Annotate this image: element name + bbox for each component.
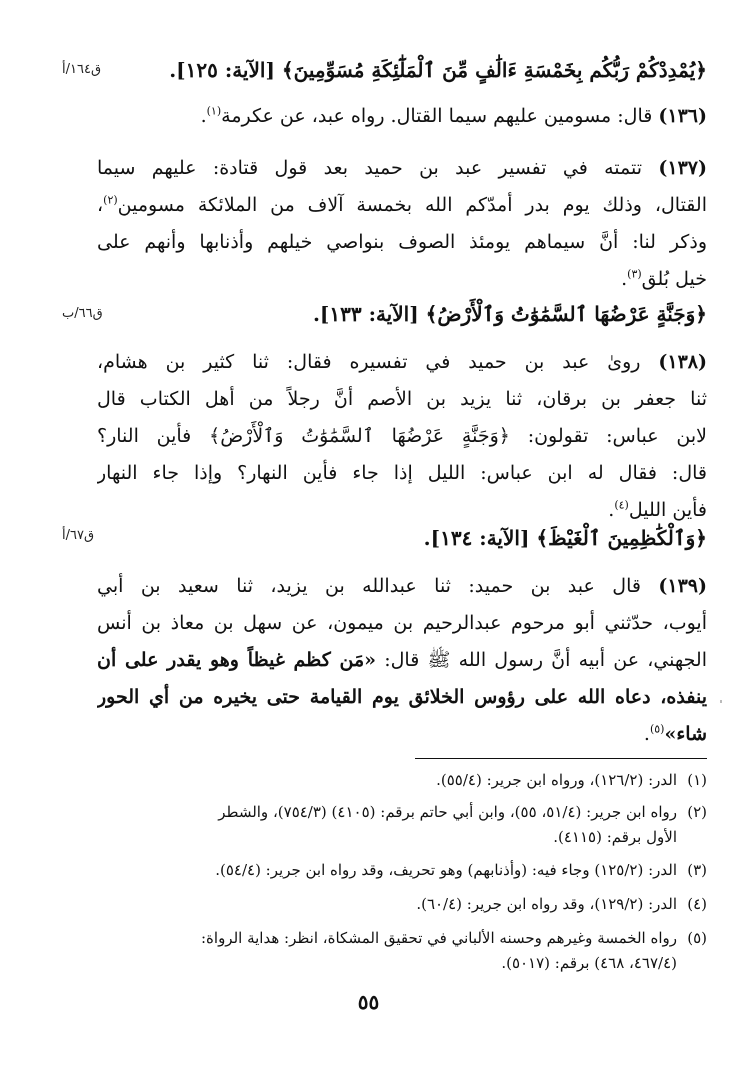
footnote-4: (٤)الدر: (١٢٩/٢)، وقد رواه ابن جرير: (٦٠/٤). [416, 895, 707, 913]
footnote-ref: (٥) [649, 722, 665, 736]
footnote-5: (٥)رواه الخمسة وغيرهم وحسنه الألباني في تحقيق المشكاة، انظر: هداية الرواة: (٤٦٧/٤، ٤٦٨) برقم: (٥٠١٧). [200, 929, 707, 972]
verse-heading-125: ﴿يُمْدِدْكُمْ رَبُّكُم بِخَمْسَةِ ءَالَٰفٍ مِّنَ ٱلْمَلَٰٓئِكَةِ مُسَوِّمِينَ﴾ [الآية: ١٢٥]. [169, 58, 707, 82]
scan-speck [720, 700, 722, 703]
hadith-text: ينفذه، دعاه الله على رؤوس الخلائق يوم القيامة حتى يخيره من أي الحور [97, 686, 707, 708]
footnote-ref: (٣) [627, 267, 642, 281]
footnote-2: (٢)رواه ابن جرير: (٥١/٤، ٥٥)، وابن أبي حاتم برقم: (٤١٠٥) (٧٥٤/٣)، والشطر الأول برقم: (٤١١٥). [218, 803, 707, 846]
paragraph-138: (١٣٨) روىٰ عبد بن حميد في تفسيره فقال: ثنا كثير بن هشام، ثنا جعفر بن برقان، ثنا يزيد بن الأصم أنَّ رجلاً من أهل الكتاب قال لابن عباس: تقولون: ﴿وَجَنَّةٍ عَرْضُهَا ٱلسَّمَٰوَٰتُ وَٱلْأَرْضُ﴾ فأين النار؟ قال: فقال له ابن عباس: الليل إذا جاء فأين النهار؟ وإذا جاء النهار فأين الليل$^{(٤)}$. [97, 351, 707, 521]
hadith-text: شاء» [664, 723, 707, 745]
paragraph-number: (١٣٩) [658, 575, 707, 597]
paragraph-137: (١٣٧) تتمته في تفسير عبد بن حميد بعد قول قتادة: عليهم سيما القتال، وذلك يوم بدر أمدّكم الله بخمسة آلاف من الملائكة مسومين$^{(٢)}$، وذكر لنا: أنَّ سيماهم يومئذ الصوف بنواصي خيلهم وأذنابها وأنهم على خيل بُلق$^{(٣)}$. [97, 157, 707, 290]
footnote-1: (١)الدر: (١٢٦/٢)، ورواه ابن جرير: (٥٥/٤). [436, 771, 707, 789]
verse-heading-133: ﴿وَجَنَّةٍ عَرْضُهَا ٱلسَّمَٰوَٰتُ وَٱلْأَرْضُ﴾ [الآية: ١٣٣]. [312, 302, 707, 326]
footnote-ref: (١) [206, 104, 222, 118]
hadith-text: «مَن كظم غيظاً وهو يقدر على أن [97, 649, 377, 671]
footnote-ref: (٢) [103, 193, 118, 207]
margin-note-folio-66b: ق٦٦/ب [62, 306, 103, 321]
footnote-3: (٣)الدر: (١٢٥/٢) وجاء فيه: (وأذنابهم) وهو تحريف، وقد رواه ابن جرير: (٥٤/٤). [215, 861, 707, 879]
paragraph-number: (١٣٦) [658, 105, 707, 127]
margin-note-folio-164a: ق١٦٤/أ [62, 62, 102, 77]
verse-heading-134: ﴿وَٱلْكَٰظِمِينَ ٱلْغَيْظَ﴾ [الآية: ١٣٤]. [423, 526, 707, 550]
footnote-ref: (٤) [614, 498, 629, 512]
page-number: ٥٥ [357, 990, 380, 1014]
paragraph-139: (١٣٩) قال عبد بن حميد: ثنا عبدالله بن يزيد، ثنا سعيد بن أبي أيوب، حدّثني أبو مرحوم عبدالرحيم بن ميمون، عن سهل بن معاذ بن أنس الجهني، عن أبيه أنَّ رسول الله ﷺ قال: «مَن كظم غيظاً وهو يقدر على أن ينفذه، دعاه الله على رؤوس الخلائق يوم القيامة حتى يخيره من أي الحور شاء»$^{(٥)}$. [97, 575, 707, 745]
margin-note-folio-67a: ق٦٧/أ [62, 528, 95, 543]
paragraph-136: (١٣٦) قال: مسومين عليهم سيما القتال. رواه عبد، عن عكرمة$^{(١)}$. [200, 104, 707, 127]
paragraph-number: (١٣٨) [658, 351, 707, 373]
footnote-separator [415, 758, 707, 759]
paragraph-number: (١٣٧) [658, 157, 707, 179]
